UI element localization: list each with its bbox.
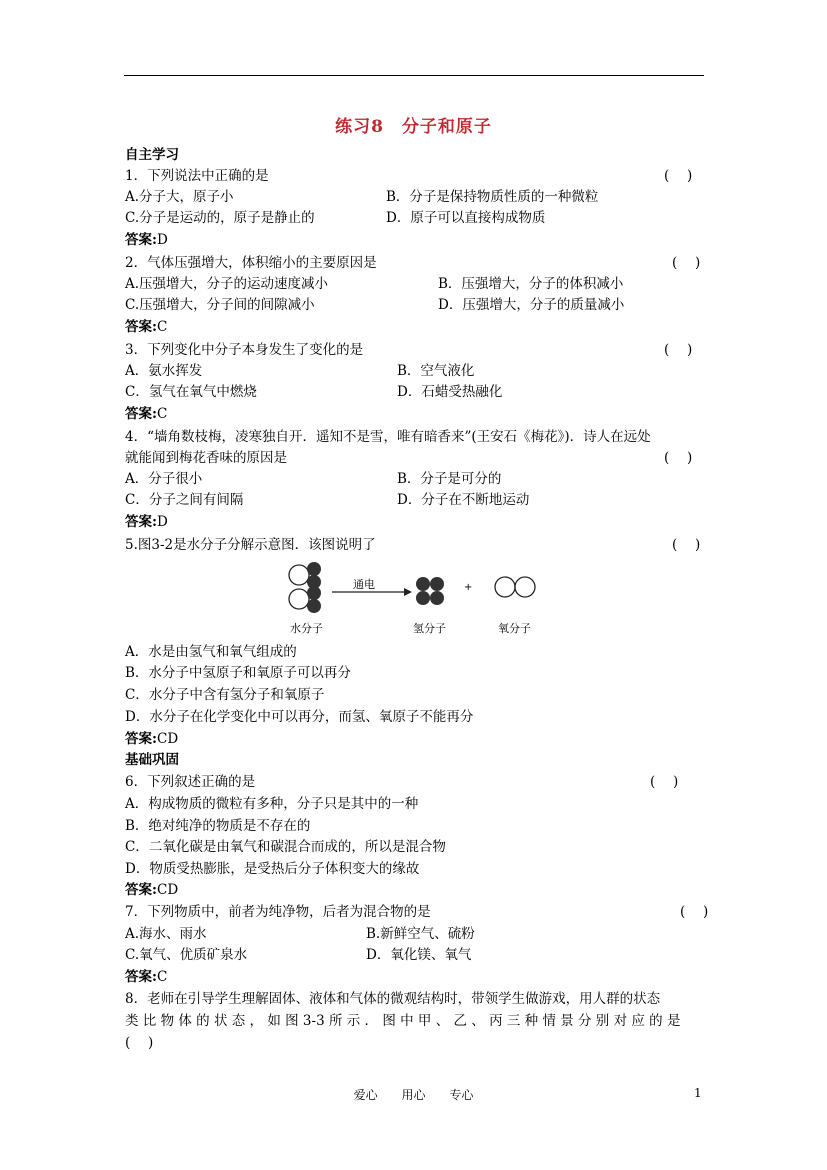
option-a: A．氨水挥发 [125, 363, 203, 379]
plus-sign: + [464, 582, 473, 593]
answer-label: 答案: [125, 319, 157, 335]
answer-bracket: ( ) [664, 450, 693, 466]
answer-line [125, 230, 168, 250]
answer-label: 答案: [125, 232, 157, 248]
footer-motto-3: 专心 [449, 1088, 474, 1102]
answer-line [125, 967, 167, 987]
header-rule [124, 75, 704, 76]
page-title: 练习8 分子和原子 [335, 117, 492, 137]
option-a: A.压强增大，分子的运动速度减小 [125, 276, 329, 292]
answer-value: D [156, 232, 168, 248]
option-d: D．原子可以直接构成物质 [386, 210, 546, 226]
page-footer [0, 1086, 827, 1103]
oxygen-molecule-icon [495, 577, 535, 597]
footer-motto-1: 爱心 [353, 1088, 378, 1102]
question-stem: 4．“墙角数枝梅，凌寒独自开．遥知不是雪，唯有暗香来”(王安石《梅花》)．诗人在远处 [125, 429, 651, 445]
option-c: C．氢气在氧气中燃烧 [125, 384, 257, 400]
option-b: B．绝对纯净的物质是不存在的 [125, 818, 311, 834]
hydrogen-label: 氢分子 [413, 622, 446, 635]
answer-label: 答案: [125, 731, 157, 747]
question-stem-cont: 类 比 物 体 的 状 态 ， 如 图 3-3 所 示 ． 图 中 甲 、 乙 、 丙 三 种 情 景 分 别 对 应 的 是 [125, 1013, 681, 1029]
option-c: C．分子之间有间隔 [125, 492, 244, 508]
option-b: B．水分子中氢原子和氧原子可以再分 [125, 665, 351, 681]
answer-value: C [156, 406, 168, 422]
hydrogen-molecule-icon [416, 577, 444, 605]
answer-line [125, 317, 167, 337]
question-stem: 7．下列物质中，前者为纯净物，后者为混合物的是 [125, 904, 431, 920]
option-b: B．压强增大，分子的体积减小 [438, 276, 624, 292]
question-stem: 5.图3-2是水分子分解示意图．该图说明了 [125, 537, 376, 553]
option-a: A.分子大，原子小 [125, 189, 234, 205]
option-c: C.压强增大，分子间的间隙减小 [125, 297, 315, 313]
option-c: C．水分子中含有氢分子和氧原子 [125, 687, 325, 703]
answer-bracket: ( ) [125, 1035, 154, 1051]
page-number: 1 [694, 1086, 702, 1100]
answer-value: CD [156, 731, 179, 747]
question-stem: 2．气体压强增大，体积缩小的主要原因是 [125, 255, 377, 271]
answer-bracket: ( ) [664, 168, 693, 184]
oxygen-label: 氧分子 [498, 622, 531, 635]
answer-label: 答案: [125, 969, 157, 985]
option-c: C.分子是运动的，原子是静止的 [125, 210, 315, 226]
answer-bracket: ( ) [672, 255, 701, 271]
option-d: D．压强增大，分子的质量减小 [438, 297, 625, 313]
answer-value: C [156, 319, 168, 335]
answer-value: CD [156, 882, 179, 898]
option-a: A．水是由氢气和氧气组成的 [125, 644, 297, 660]
answer-line [125, 880, 178, 900]
section-heading: 自主学习 [125, 147, 179, 163]
option-b: B．分子是保持物质性质的一种微粒 [386, 189, 599, 205]
option-b: B．空气液化 [397, 363, 475, 379]
option-c: C.氧气、优质矿泉水 [125, 947, 248, 963]
question-stem: 6．下列叙述正确的是 [125, 774, 256, 790]
question-stem: 3．下列变化中分子本身发生了变化的是 [125, 342, 364, 358]
option-d: D．物质受热膨胀，是受热后分子体积变大的缘故 [125, 861, 420, 877]
answer-bracket: ( ) [680, 904, 709, 920]
option-a: A．分子很小 [125, 471, 203, 487]
question-stem-cont: 就能闻到梅花香味的原因是 [125, 450, 287, 466]
answer-bracket: ( ) [650, 774, 679, 790]
answer-label: 答案: [125, 406, 157, 422]
answer-line [125, 404, 167, 424]
answer-value: D [156, 514, 168, 530]
answer-label: 答案: [125, 882, 157, 898]
answer-line [125, 729, 178, 749]
answer-bracket: ( ) [664, 342, 693, 358]
water-molecule-icon [289, 562, 321, 613]
answer-line [125, 512, 168, 532]
answer-value: C [156, 969, 168, 985]
option-d: D．水分子在化学变化中可以再分，而氢、氧原子不能再分 [125, 709, 474, 725]
answer-label: 答案: [125, 514, 157, 530]
answer-bracket: ( ) [672, 537, 701, 553]
option-c: C．二氧化碳是由氧气和碳混合而成的，所以是混合物 [125, 839, 446, 855]
option-d: D．石蜡受热融化 [397, 384, 503, 400]
option-b: B．分子是可分的 [397, 471, 502, 487]
option-a: A．构成物质的微粒有多种，分子只是其中的一种 [125, 796, 419, 812]
question-stem: 8．老师在引导学生理解固体、液体和气体的微观结构时，带领学生做游戏，用人群的状态 [125, 991, 661, 1007]
question-stem: 1．下列说法中正确的是 [125, 168, 269, 184]
option-b: B.新鲜空气、硫粉 [366, 926, 475, 942]
option-d: D．氧化镁、氧气 [366, 947, 472, 963]
option-d: D．分子在不断地运动 [397, 492, 530, 508]
water-label: 水分子 [290, 622, 323, 635]
water-decomposition-figure [280, 560, 550, 640]
section-heading: 基础巩固 [125, 752, 179, 768]
option-a: A.海水、雨水 [125, 926, 207, 942]
footer-motto-2: 用心 [401, 1088, 426, 1102]
arrow-label: 通电 [353, 578, 375, 591]
